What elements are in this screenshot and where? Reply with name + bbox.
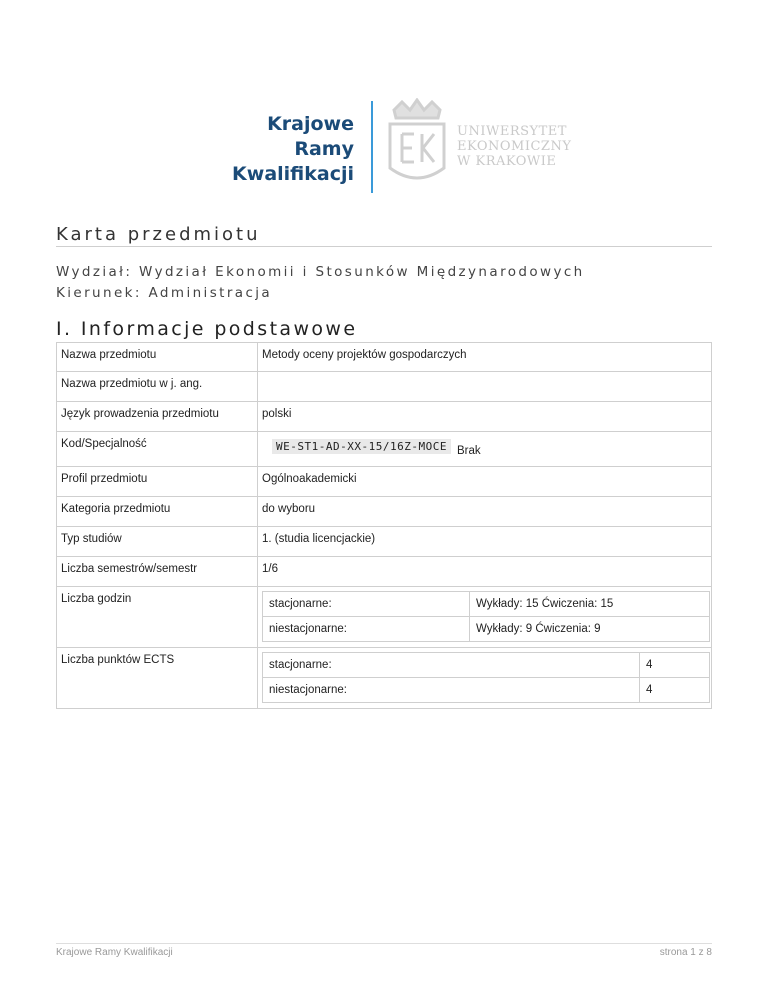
ects-table xyxy=(262,652,710,703)
row-label: Kategoria przedmiotu xyxy=(57,497,258,527)
ects-value: 4 xyxy=(640,678,710,703)
row-label: Kod/Specjalność xyxy=(57,432,258,467)
ects-row xyxy=(263,678,710,703)
university-logo-line: EKONOMICZNY xyxy=(457,139,572,154)
row-value: do wyboru xyxy=(258,497,712,527)
page-number: strona 1 z 8 xyxy=(659,947,712,958)
hours-row xyxy=(263,592,710,617)
study-mode: niestacjonarne: xyxy=(263,678,640,703)
hours-table xyxy=(262,591,710,642)
krk-logo-line: Ramy xyxy=(294,138,354,160)
faculty-line: Wydział: Wydział Ekonomii i Stosunków Międzynarodowych xyxy=(56,264,585,280)
row-value: polski xyxy=(258,402,712,432)
row-label: Nazwa przedmiotu w j. ang. xyxy=(57,372,258,402)
row-label: Liczba godzin xyxy=(57,587,258,648)
row-value: Metody oceny projektów gospodarczych xyxy=(258,343,712,372)
university-logo-line: UNIWERSYTET xyxy=(457,124,567,139)
hours-value: Wykłady: 9 Ćwiczenia: 9 xyxy=(470,617,710,642)
study-mode: stacjonarne: xyxy=(263,592,470,617)
table-row xyxy=(57,372,712,402)
program-line: Kierunek: Administracja xyxy=(56,285,273,301)
table-row xyxy=(57,557,712,587)
course-code: WE-ST1-AD-XX-15/16Z-MOCE xyxy=(272,439,451,454)
ects-cell xyxy=(258,648,712,709)
university-emblem-icon xyxy=(386,98,448,188)
logo-divider xyxy=(371,101,373,193)
university-logo xyxy=(457,124,571,169)
table-row xyxy=(57,467,712,497)
krk-logo-line: Krajowe xyxy=(267,113,354,135)
study-mode: stacjonarne: xyxy=(263,653,640,678)
table-row xyxy=(57,527,712,557)
table-row xyxy=(57,402,712,432)
footer-source: Krajowe Ramy Kwalifikacji xyxy=(56,947,173,958)
title-divider xyxy=(56,246,712,247)
table-row xyxy=(57,497,712,527)
row-label: Profil przedmiotu xyxy=(57,467,258,497)
section-title: I. Informacje podstawowe xyxy=(56,318,358,340)
row-label: Język prowadzenia przedmiotu xyxy=(57,402,258,432)
table-row xyxy=(57,648,712,709)
hours-value: Wykłady: 15 Ćwiczenia: 15 xyxy=(470,592,710,617)
row-label: Liczba punktów ECTS xyxy=(57,648,258,709)
row-value xyxy=(258,432,712,467)
row-value: 1. (studia licencjackie) xyxy=(258,527,712,557)
ects-row xyxy=(263,653,710,678)
row-value: Ogólnoakademicki xyxy=(258,467,712,497)
krk-logo-line: Kwalifikacji xyxy=(232,163,354,185)
row-label: Liczba semestrów/semestr xyxy=(57,557,258,587)
row-value xyxy=(258,372,712,402)
specialization-value: Brak xyxy=(456,445,481,457)
footer-divider xyxy=(56,943,712,944)
header xyxy=(0,95,768,205)
document-title: Karta przedmiotu xyxy=(56,224,261,245)
ects-value: 4 xyxy=(640,653,710,678)
table-row xyxy=(57,432,712,467)
table-row xyxy=(57,343,712,372)
row-label: Nazwa przedmiotu xyxy=(57,343,258,372)
row-label: Typ studiów xyxy=(57,527,258,557)
table-row xyxy=(57,587,712,648)
hours-cell xyxy=(258,587,712,648)
basic-info-table xyxy=(56,342,712,709)
university-logo-line: W KRAKOWIE xyxy=(457,154,557,169)
row-value: 1/6 xyxy=(258,557,712,587)
krk-logo xyxy=(232,112,354,187)
study-mode: niestacjonarne: xyxy=(263,617,470,642)
hours-row xyxy=(263,617,710,642)
